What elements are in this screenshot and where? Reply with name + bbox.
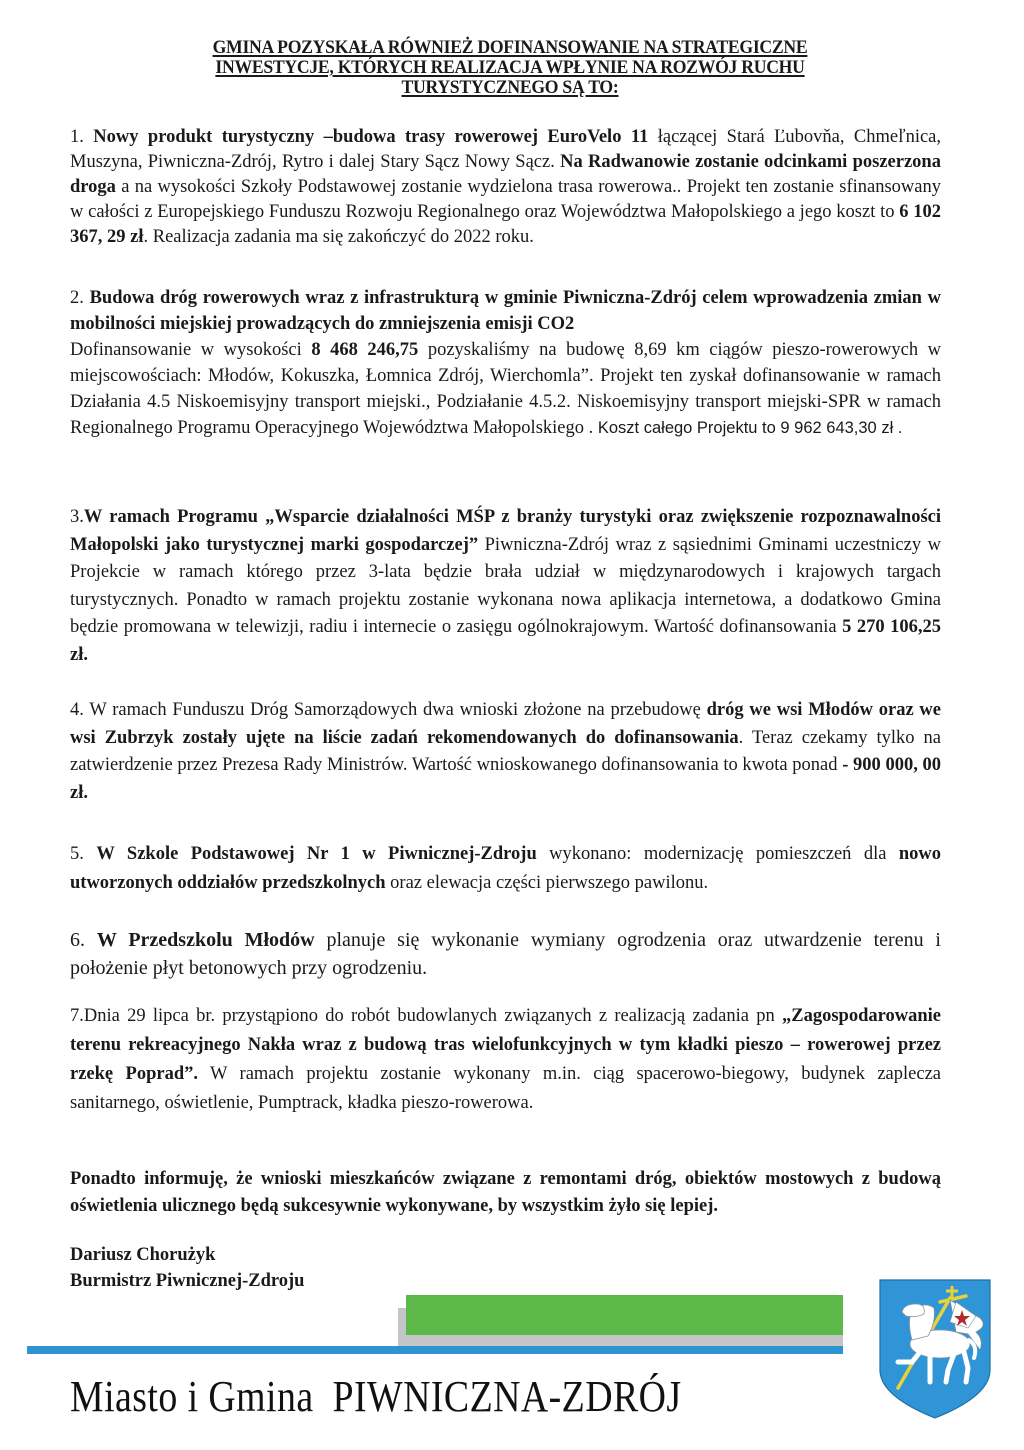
- coat-of-arms-lamb-icon: [876, 1278, 994, 1420]
- signature-block: [70, 1242, 941, 1294]
- item-3-msp-program: [70, 504, 941, 669]
- item-total-cost: Koszt całego Projektu to 9 962 643,30 zł .: [597, 419, 903, 437]
- item-number: 5.: [70, 844, 97, 864]
- item-5-school: [70, 840, 941, 898]
- item-bold-text: dróg we wsi Młodów oraz we wsi Zubrzyk zostały ujęte na liście zadań rekomendowanych do dofinansowania: [70, 700, 942, 748]
- item-amount: - 900 000, 00 zł.: [70, 755, 941, 803]
- decorative-green-bar: [406, 1295, 843, 1335]
- item-bold-text: W Szkole Podstawowej Nr 1 w Piwnicznej-Zdroju: [96, 844, 537, 864]
- heading-line-3: TURYSTYCZNEGO SĄ TO:: [401, 77, 619, 98]
- item-bold-text: Budowa dróg rowerowych wraz z infrastrukturą w gminie Piwniczna-Zdrój celem wprowadzenia zmian w mobilności miejskiej prowadzących do zmniejszenia emisji CO2: [70, 288, 942, 334]
- closing-text: Ponadto informuję, że wnioski mieszkańców związane z remontami dróg, obiektów mostowych z budową oświetlenia ulicznego będą sukcesywnie wykonywane, by wszystkim żyło się lepiej.: [70, 1169, 941, 1216]
- item-bold-text: nowo utworzonych oddziałów przedszkolnych: [70, 844, 942, 893]
- item-7-nakla-project: [70, 1002, 941, 1118]
- footer-municipality-title: [70, 1372, 682, 1422]
- item-2-bike-roads: [70, 285, 941, 441]
- item-text: W ramach projektu zostanie wykonany m.in. ciąg spacerowo-biegowy, budynek zaplecza sanitarnego, oświetlenie, Pumptrack, kładka pieszo-rowerowa.: [70, 1064, 941, 1113]
- item-number: 4.: [70, 700, 90, 720]
- document-heading: [138, 38, 882, 98]
- item-text: a na wysokości Szkoły Podstawowej zostanie wydzielona trasa rowerowa.. Projekt ten zostanie sfinansowany w całości z Europejskiego Funduszu Rozwoju Regionalnego oraz Województwa Małopolskiego a jego koszt to: [70, 177, 941, 222]
- item-4-road-fund: [70, 697, 941, 807]
- closing-statement: [70, 1166, 941, 1220]
- heading-line-1: GMINA POZYSKAŁA RÓWNIEŻ DOFINANSOWANIE NA STRATEGICZNE: [212, 37, 808, 58]
- signature-name: Dariusz Chorużyk: [70, 1245, 216, 1265]
- item-text: pozyskaliśmy na budowę 8,69 km ciągów pieszo-rowerowych w miejscowościach: Młodów, Kokuszka, Łomnica Zdrój, Wierchomla”. Projekt ten zyskał dofinansowanie w ramach Działania 4.5 Niskoemisyjny transport miejski., Podziałanie 4.5.2. Niskoemisyjny transport miejski-SPR w ramach Regionalnego Programu Operacyjnego Województwa Małopolskiego .: [70, 340, 942, 438]
- footer-title-part-1: Miasto i Gmina: [70, 1372, 314, 1421]
- item-bold-text: Nowy produkt turystyczny –budowa trasy rowerowej EuroVelo 11: [93, 127, 649, 147]
- item-bold-text: W ramach Programu „Wsparcie działalności MŚP z branży turystyki oraz zwiększenie rozpoznawalności Małopolski jako turystycznej marki gospodarczej”: [70, 507, 941, 555]
- item-text: 7.Dnia 29 lipca br. przystąpiono do robót budowlanych związanych z realizacją zadania pn: [70, 1006, 782, 1026]
- item-number: 6.: [70, 929, 97, 951]
- item-bold-text: Na Radwanowie zostanie odcinkami poszerzona droga: [70, 152, 941, 197]
- item-bold-text: „Zagospodarowanie terenu rekreacyjnego Nakła wraz z budową tras wielofunkcyjnych w tym kładki pieszo – rowerowej przez rzekę Poprad”.: [70, 1006, 941, 1084]
- item-text: wykonano: modernizację pomieszczeń dla: [536, 844, 899, 864]
- item-text: W ramach Funduszu Dróg Samorządowych dwa wnioski złożone na przebudowę: [89, 700, 707, 720]
- footer-title-part-2: PIWNICZNA-ZDRÓJ: [332, 1372, 682, 1421]
- item-text: łączącej Stará Ľubovňa, Chmeľnica, Muszyna, Piwniczna-Zdrój, Rytro i dalej Stary Sącz Nowy Sącz.: [70, 127, 942, 172]
- item-amount: 5 270 106,25 zł.: [70, 617, 942, 665]
- item-text: planuje się wykonanie wymiany ogrodzenia oraz utwardzenie terenu i położenie płyt betonowych przy ogrodzeniu.: [70, 929, 941, 979]
- item-number: 1.: [70, 127, 94, 147]
- item-amount: 6 102 367, 29 zł: [70, 202, 942, 247]
- item-amount: 8 468 246,75: [311, 340, 419, 360]
- item-text: . Teraz czekamy tylko na zatwierdzenie przez Prezesa Rady Ministrów. Wartość wnioskowanego dofinansowania to kwota ponad: [70, 727, 941, 775]
- item-6-kindergarten: [70, 926, 941, 982]
- item-bold-text: W Przedszkolu Młodów: [96, 929, 315, 951]
- item-1-eurovelo: [70, 125, 941, 250]
- item-text: Piwniczna-Zdrój wraz z sąsiednimi Gminami uczestniczy w Projekcie w ramach którego przez 3-lata będzie brała udział w międzynarodowych i krajowych targach turystycznych. Ponadto w ramach projektu zostanie wykonana nowa aplikacja internetowa, a dodatkowo Gmina będzie promowana w telewizji, radiu i internecie o zasięgu ogólnokrajowym. Wartość dofinansowania: [70, 534, 941, 637]
- decorative-blue-line: [27, 1346, 843, 1354]
- item-number: 2.: [70, 288, 90, 308]
- item-text: oraz elewacja części pierwszego pawilonu.: [385, 873, 709, 893]
- heading-line-2: INWESTYCJE, KTÓRYCH REALIZACJA WPŁYNIE NA ROZWÓJ RUCHU: [215, 57, 805, 78]
- item-number: 3.: [70, 507, 84, 527]
- item-text: Dofinansowanie w wysokości: [70, 340, 312, 360]
- item-text: . Realizacja zadania ma się zakończyć do 2022 roku.: [143, 227, 534, 247]
- signature-title: Burmistrz Piwnicznej-Zdroju: [70, 1271, 305, 1291]
